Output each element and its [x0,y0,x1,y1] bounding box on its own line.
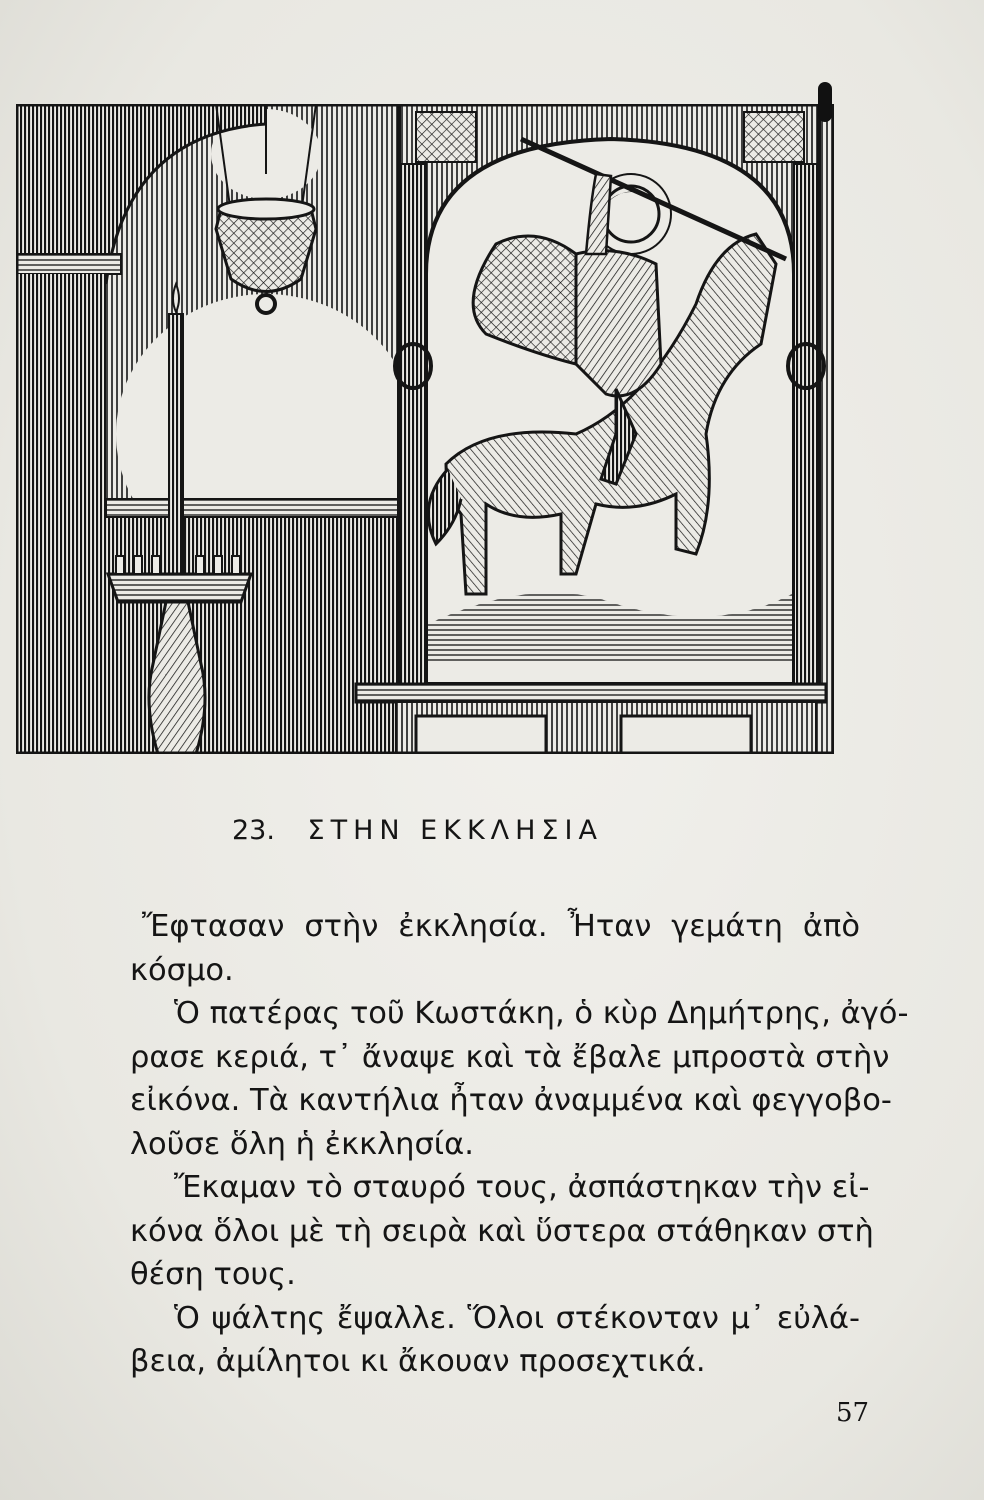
text-line: θέση τους. [130,1257,296,1292]
text-line: Ὁ πατέρας τοῦ Κωστάκη, ὁ κὺρ Δημήτρης, ἀγό- [174,996,909,1031]
chapter-title: ΣΤΗΝ ΕΚΚΛΗΣΙΑ [307,815,603,846]
text-line: λοῦσε ὅλη ἡ ἐκκλησία. [130,1126,474,1162]
text-line: Ὁ ψάλτης ἔψαλλε. Ὅλοι στέκονταν μ᾽ εὐλά- [174,1300,860,1336]
paragraph-3 [130,1166,874,1297]
text-line: κόνα ὅλοι μὲ τὴ σειρὰ καὶ ὕστερα στάθηκαν στὴ [130,1213,874,1249]
paragraph-2 [130,992,909,1166]
paragraph-4 [130,1297,860,1384]
church-illustration [16,104,834,754]
church-engraving [16,104,834,754]
text-line: κόσμο. [130,952,234,988]
paragraph-1 [130,905,860,992]
chapter-heading [232,815,603,846]
text-line: βεια, ἀμίλητοι κι ἄκουαν προσεχτικά. [130,1344,706,1379]
chapter-number: 23. [232,815,275,846]
page-number: 57 [836,1398,870,1428]
text-line: Ἔφτασαν στὴν ἐκκλησία. Ἦταν γεμάτη ἀπὸ [142,909,860,944]
body-text [130,905,909,1384]
ink-smudge [818,82,832,122]
text-line: εἰκόνα. Τὰ καντήλια ἦταν ἀναμμένα καὶ φεγγοβο- [130,1083,892,1118]
text-line: ρασε κεριά, τ᾽ ἄναψε καὶ τὰ ἔβαλε μπροστὰ στὴν [130,1039,890,1075]
text-line: Ἔκαμαν τὸ σταυρό τους, ἀσπάστηκαν τὴν εἰ- [174,1170,870,1205]
